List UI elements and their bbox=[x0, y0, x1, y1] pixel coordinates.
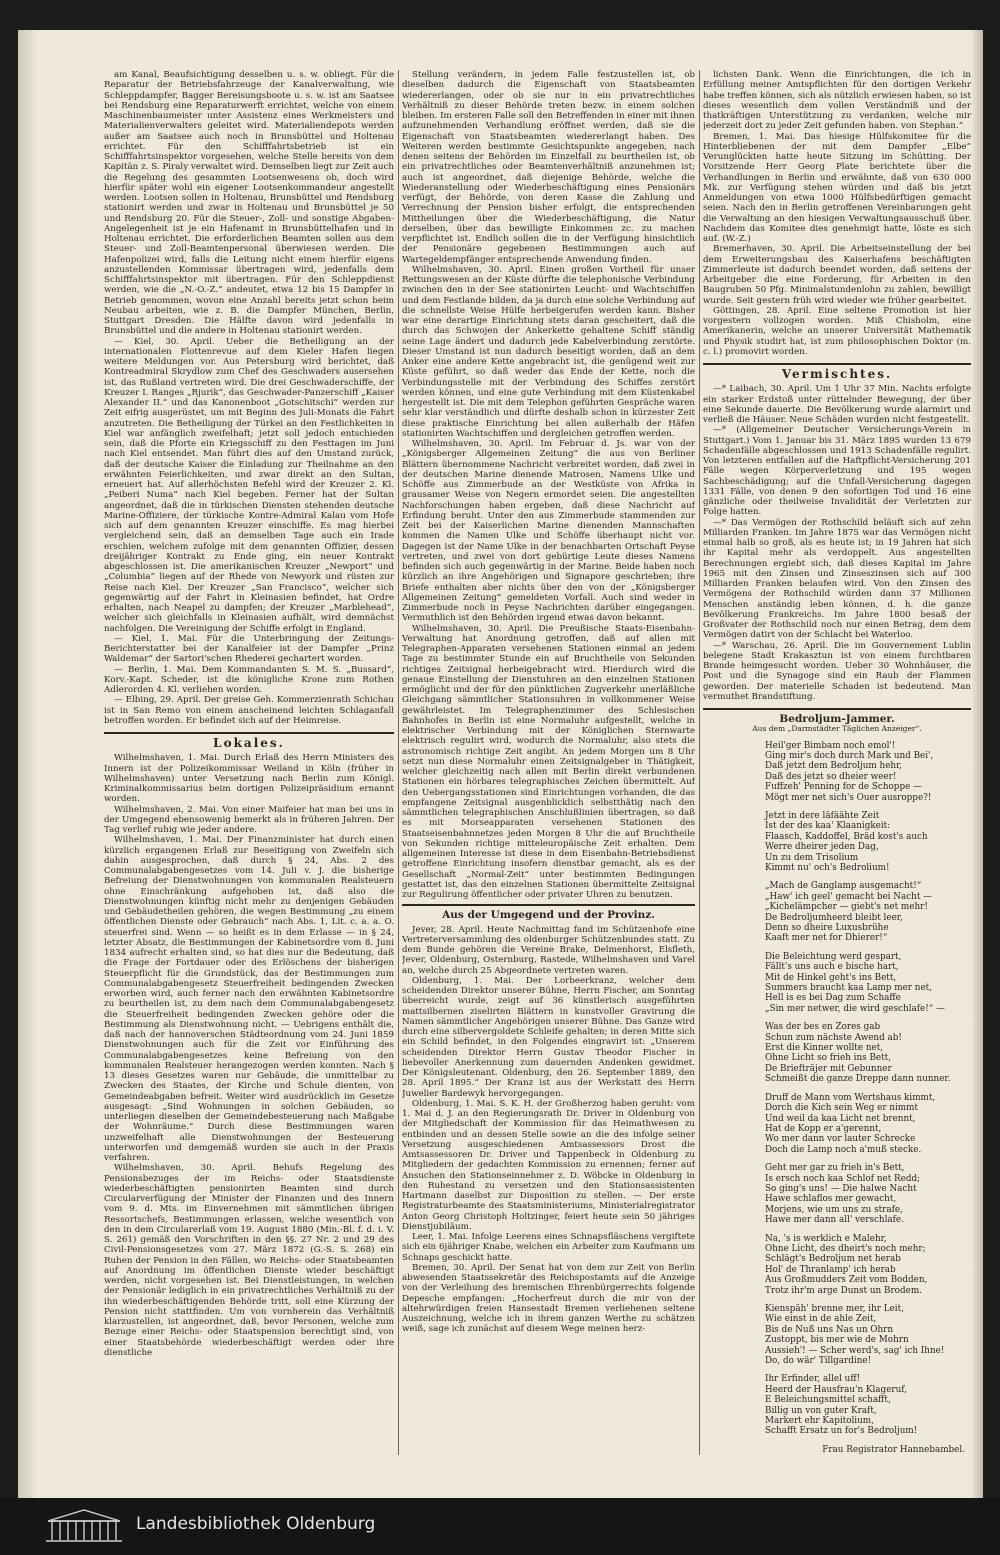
column-3 bbox=[703, 70, 971, 1460]
article-kiel-1: — Kiel, 30. April. Ueber die Betheiligung an der internationalen Flottenrevue auf dem Kieler Hafen liegen weitere Meldungen vor. Aus Petersburg wird berichtet, daß Kontreadmiral Skrydlow zum Chef des Geschwaders ausersehen ist, das Rußland vertreten wird. Die drei Geschwaderschiffe, der Kreuzer I. Ranges „Rjurik“, das Geschwader-Panzerschiff „Kaiser Alexander II.“ und das Kanonenboot „Gotschitschi“ werden zur Zeit eifrig ausgerüstet, um mit Beginn des Juli-Monats die Fahrt anzutreten. Die Betheiligung der Türkei an den Festlichkeiten in Kiel war anfänglich zweifelhaft; jetzt soll jedoch entschieden sein, daß die Pforte ein Kriegsschiff zu den Festtagen im Juni nach Kiel entsendet. Man führt dies auf den Umstand zurück, daß der deutsche Kaiser die Einladung zur Theilnahme an den erwähnten Feierlichkeiten, und zwar direkt an den Sultan, erneuert hat. Auf allerhöchsten Befehl wird der Kreuzer 2. Kl. „Peiberi Numa“ nach Kiel begeben. Ferner hat der Sultan angeordnet, daß die in türkischen Diensten stehenden deutsche Marine-Offiziere, der türkische Kontre-Admiral Kalau vom Hofe sich auf dem genannten Kreuzer einschiffe. Es mag hierbei vergleichend sein, daß an demselben Tage auch ein Irade erschien, welchem zufolge mit dem genannten Offizier, dessen dreijähriger Kontrakt zu Ende ging, ein neuer Kontrakt abgeschlossen ist. Die amerikanischen Kreuzer „Newport“ und „Columbia“ liegen auf der Rhede von Newyork und rüsten zur Reise nach Kiel. Der Kreuzer „San Francisco“, welcher sich gegenwärtig auf der Fahrt in Kleinasien befindet, hat Ordre erhalten, nach Neapel zu dampfen; der Kreuzer „Marblehead“, welcher sich gleichfalls in Kleinasien aufhält, wird demnächst nachfolgen. Die Vereinigung der Schiffe erfolgt in England. bbox=[104, 336, 394, 634]
article-bremerhaven: Bremerhaven, 30. April. Die Arbeitseinstellung der bei dem Erweiterungsbau des Kaiserhafens beschäftigten Zimmerleute ist dadurch beendet worden, daß seitens der Arbeitgeber die eine Forderung, für Arbeiten in den Baugruben 50 Pfg. Minimalstundenlohn zu zahlen, bewilligt wurde. Seit gestern früh wird wieder wie früher gearbeitet. bbox=[703, 244, 971, 306]
section-heading-lokales: Lokales. bbox=[104, 732, 394, 748]
poem-stanza: Druff de Mann vom Wertshaus kimmt, Dorch die Kich sein Weg er nimmt Und weil da kaa Licht net brennt, Hat de Kopp er a'gerennt, Wo mer dann vor lauter Schrecke Doch die Lamp noch a'muß stecke. bbox=[765, 1092, 936, 1155]
article-elbing: — Elbing, 29. April. Der greise Geh. Kommerzienrath Schichau ist in San Remo von einem anscheinend leichten Schlaganfall betroffen worden. Er befindet sich auf der Heimreise. bbox=[104, 695, 394, 726]
page-spine-shadow bbox=[18, 30, 38, 1498]
article-pension-cont: Stellung verändern, in jedem Falle festzustellen ist, ob dieselben dadurch die Eigenschaft von Staatsbeamten wiedererlangen, oder ob sie nur in ein privatrechtliches Verhältniß zu dieser Behörde treten bezw. in einem solchen bleiben. Im ersteren Falle soll den Betreffenden in einer mit ihnen aufzunehmenden Verhandlung eröffnet werden, daß sie die Eigenschaft von Staatsbeamten wiedererlangt haben. Des Weiteren werden bestimmte Gesichtspunkte angegeben, nach denen seitens der Behörden im Einzelfall zu beurtheilen ist, ob ein privatrechtliches oder Beamtenverhältniß anzunehmen ist; auch ist angeordnet, daß diejenige Behörde, welche die Wiederanstellung oder Wiederbeschäftigung eines Pensionärs verfügt, der Behörde, von deren Kasse die Zahlung und Verrechnung der Pension bisher erfolgt, die entsprechenden Mittheilungen über die Wiederbeschäftigung, die Natur derselben, über das bewilligte Einkommen zc. zu machen verpflichtet ist. Endlich sollen die in der Verfügung hinsichtlich der Pensionäre gegebenen Bestimmungen auch auf Wartegeldempfänger entsprechende Anwendung finden. bbox=[402, 70, 695, 265]
poem-stanza: Kienspäh' brenne mer, ihr Leit, Wie einst in de ahle Zeit, Bis de Nuß uns Nas un Ohrn Zustoppt, bis mer wie de Mohrn Aussieh'! — Scher werd's, sag' ich Ihne! Do, do wär' Tillgardine! bbox=[765, 1304, 945, 1367]
article-warschau: —* Warschau, 26. April. Die im Gouvernement Lublin belegene Stadt Krakasztun ist von einem furchtbaren Brande heimgesucht worden. Ueber 30 Wohnhäuser, die Post und die Synagoge sind ein Raub der Flammen geworden. Der materielle Schaden ist bedeutend. Man vermuthet Brandstiftung. bbox=[703, 640, 971, 702]
library-footer-bar bbox=[0, 1498, 1000, 1555]
article-jever: Jever, 28. April. Heute Nachmittag fand im Schützenhofe eine Vertreterversammlung des oldenburger Schützenbundes statt. Zu dem Bunde gehören die Vereine Brake, Delmenhorst, Elsfleth, Jever, Oldenburg, Osternburg, Rastede, Wilhelmshaven und Varel an, welche durch 25 Abgeordnete vertreten waren. bbox=[402, 924, 695, 976]
poem-author: Frau Registrator Hannebambel. bbox=[822, 1444, 965, 1455]
article-telephon: Wilhelmshaven, 30. April. Einen großen Vortheil für unser Rettungswesen an der Küste dürfte die telephonische Verbindung zwischen den in der See stationirten Leucht- und Wachtschiffen und dem Festlande bilden, da ja durch eine solche Verbindung auf die schnellste Weise Hülfe herbeigerufen werden kann. Bisher war eine derartige Einrichtung stets daran gescheitert, daß die durch das Schwojen der Ankerkette gehaltene Schiff ständig seine Lage ändert und dadurch jede Kabelverbindung zerstörte. Dieser Umstand ist nun dadurch beseitigt worden, daß an dem Anker eine andere Kette angebracht ist, die genügend weit zur Küste geführt, so daß weder das Ende der Kette, noch die Verbindungsstelle mit der Verbindung des Schiffes zerstört werden können, und eine gute Verbindung mit dem Küstenkabel hergestellt ist. Die mit dem Telephon geführten Gespräche waren sehr klar verständlich und dürfte deshalb schon in kürzester Zeit diese praktische Einrichtung bei allen außerhalb der Häfen stationirten Wachtschiffen und dergleichen getroffen werden. bbox=[402, 264, 695, 439]
poem-stanzas bbox=[703, 741, 971, 1437]
library-building-icon bbox=[44, 1507, 124, 1545]
poem-stanza: Heil'ger Bimbam noch emol'! Ging mir's doch durch Mark und Bei', Daß jetzt dem Bedroljum hehr, Daß des jetzt so dheier weer! Fuffzeh' Penning for de Schoppe — Mögt mer net sich's Ouer ausroppe?! bbox=[765, 740, 934, 803]
section-heading-vermischtes: Vermischtes. bbox=[703, 363, 971, 379]
article-leer: Leer, 1. Mai. Infolge Leerens eines Schnapsfläschens vergiftete sich ein 6jähriger Knabe, welchen ein Arbeiter zum Kaufmann um Schnaps geschickt hatte. bbox=[402, 1232, 695, 1263]
article-zeitsignal: Wilhelmshaven, 30. April. Die Preußische Staats-Eisenbahn-Verwaltung hat Anordnung getroffen, daß auf allen mit Telegraphen-Apparaten versehenen Stationen einmal an jedem Tage zu bestimmter Stunde ein auf Bruchtheile von Sekunden richtiges Zeitsignal herbeigebracht wird. Hierdurch wird die genaue Einstellung der Dienstuhren an den einzelnen Stationen ermöglicht und der für den pünktlichen Zugverkehr unerläßliche Gleichgang sämmtlicher Stationsuhren in vollkommener Weise gewährleistet. Im Telegraphenzimmer des Schlesischen Bahnhofes in Berlin ist eine Normaluhr aufgestellt, welche in elektrischer Verbindung mit der Königlichen Sternwarte elektrisch regulirt wird, wodurch die Normaluhr, also stets die astronomisch richtige Zeit angibt. An jedem Morgen um 8 Uhr setzt nun diese Normaluhr einen Zeitsignalgeber in Thätigkeit, welcher gleichzeitig nach allen mit Berlin direkt verbundenen Stationen ein hörbares telegraphisches Zeichen übermittelt. Auf den Uebergangsstationen sind Einrichtungen vorhanden, die das empfangene Zeitsignal ausgenblicklich selbstthätig nach den sämmtlichen telegraphischen Anschlußlinien übertragen, so daß es mit Morseapparaten versehenen Stationen des Staatseisenbahnnetzes jeden Morgen 8 Uhr die auf Bruchtheile von Sekunden richtige mitteleuropäische Zeit erhalten. Dem allgemeinen Interesse ist diese in dem Eisenbahn-Betriebsdienst getroffene Einrichtung insofern dienstbar gemacht, als es der Gesellschaft „Normal-Zeit“ unter bestimmten Bedingungen gestattet ist, das den einzelnen Stationen übermittelte Zeitsignal zur Regulirung öffentlicher oder privater Uhren zu benutzen. bbox=[402, 623, 695, 900]
column-1 bbox=[104, 70, 394, 1460]
article-bremen-cont: lichsten Dank. Wenn die Einrichtungen, die ich in Erfüllung meiner Amtspflichten für den dortigen Verkehr habe treffen können, sich als nützlich erwiesen haben, so ist dieses wesentlich dem vollen Verständniß und der thatkräftigen Unterstützung zu verdanken, welche mir jederzeit dort zu jeder Zeit gefunden haben. von Stephan.“ bbox=[703, 70, 971, 132]
article-goettingen: Göttingen, 28. April. Eine seltene Promotion ist hier vorgestern vollzogen worden. Miß Chisholm, eine Amerikanerin, welche an unserer Universität Mathematik und Physik studirt hat, ist zum philosophischen Doktor (m. c. l.) promovirt worden. bbox=[703, 305, 971, 357]
library-name: Landesbibliothek Oldenburg bbox=[136, 1514, 376, 1534]
newspaper-page bbox=[18, 30, 983, 1498]
article-bremen-2: Bremen, 1. Mai. Das hiesige Hülfskomitee für die Hinterbliebenen der mit dem Dampfer „Elbe“ Verunglückten hatte heute Sitzung im Schütting. Der Vorsitzende Herr Georg Plate berichtete über die Verhandlungen in Berlin und erwähnte, daß von 630 000 Mk. zur Verfügung stehen würden und daß bis jetzt Anmeldungen von etwa 1000 Hülfsbedürftigen gemacht seien. Nach den in Berlin getroffenen Vereinbarungen geht die Verwaltung an den hiesigen Verwaltungsausschuß über. Nachdem das Komitee dies genehmigt hatte, löste es sich auf. (W.-Z.) bbox=[703, 131, 971, 244]
poem-stanza: Ihr Erfinder, allel uff! Heerd der Hausfrau'n Klageruf, E Beleichungsmittel schafft, Billig un von guter Kraft, Markert ehr Kapitolium, Schafft Ersatz un for's Bedroljum! bbox=[765, 1374, 918, 1437]
article-matrosen: Wilhelmshaven, 30. April. Im Februar d. Js. war von der „Königsberger Allgemeinen Zeitung“ die aus von Berliner Blättern übernommene Nachricht verbreitet worden, daß zwei in der deutschen Marine dienende Matrosen, Namens Ulke und Schöffe aus Zimmerbude an der Westküste von Afrika in grausamer Weise von Negern ermordet seien. Die angestellten Nachforschungen haben ergeben, daß diese Nachricht auf Erfindung beruht. Unter den aus Zimmerbude stammenden zur Zeit bei der Kaiserlichen Marine dienenden Mannschaften kommen die Namen Ulke und Schöffe überhaupt nicht vor. Dagegen ist der Name Ulke in der benachbarten Ortschaft Peyse vertreten, und zwei von dort gebürtige Leute dieses Namens befinden sich auch gegenwärtig in der Marine. Beide haben noch kürzlich an ihre Angehörigen und Signapore geschrieben; ihre Briefe enthalten aber nichts über den von der „Königsberger Allgemeinen Zeitung“ gemeldeten Vorfall. Auch sind weder in Zimmerbude noch in Peyse Nachrichten darüber eingegangen. Vermuthlich ist den Behörden irgend etwas davon bekannt. bbox=[402, 439, 695, 624]
article-lokal-3: Wilhelmshaven, 1. Mai. Der Finanzminister hat durch einen kürzlich ergangenen Erlaß zur Beseitigung von Zweifeln sich dahin ausgesprochen, daß durch § 24, Abs. 2 des Communalabgabengesetzes vom 14. Juli v. J. die bisherige Befreiung der Dienstwohnungen von kommunalen Realsteuern ohne Einschränkung aufgehoben ist, daß also die Dienstwohnungen künftig nicht mehr zu denjenigen Gebäuden und Gebäudetheilen gehören, die wegen Bestimmung „zu einem öffentlichen Dienste oder Gebrauch“ nach Abs. 1, Lit. c. a. a. O. steuerfrei sind. Wenn — so heißt es in dem Erlasse — in § 24, letzter Absatz, die Bestimmungen der Kabinetsordre vom 8. Juni 1834 aufrecht erhalten sind, so hat dies nur die Bedeutung, daß die Frage der Fortdauer oder des Erlöschens der bisherigen Steuerpflicht für die Grundstück, das der Bestimmungen zum Communalabgabengesetz Steuerfreiheit bedingenden Zwecken erworben wird, auch ferner nach den erwähnten Kabinetsordre zu beurtheilen ist, zu dem nach dem Communalabgabengesetz die Steuerfreiheit bedingenden Zwecken gehöre oder die Bestimmung als Dienstwohnung nicht. — Uebrigens enthält die, daß nach der hannoverschen Städteordnung vom 24. Juni 1859 Dienstwohnungen auch für die Zeit vor Einführung des Communalabgabengesetzes keine Befreiung von den kommunalen Realsteuer herangezogen werden konnten. Nach § 13 dieses Gesetzes waren nur Gebäude, die unmittelbar zu Zwecken des Staates, der Kirche und Schule dienten, von Gemeindeabgaben befreit. Weiter wird ausdrücklich im Gesetze ausgesagt: „Sind Wohnungen in solchen Gebäuden, so unterliegen dieselben der Gemeindebesteuerung nach Maßgabe der Wohnräume.“ Durch diese Bestimmungen waren unzweifelhaft alle Dienstwohnungen der Besteuerung unterworfen und demgemäß wurden sie auch in der Praxis verfahren. bbox=[104, 835, 394, 1163]
article-berlin: — Berlin, 1. Mai. Dem Kommandanten S. M. S. „Bussard“, Korv.-Kapt. Scheder, ist die königliche Krone zum Rothen Adlerorden 4. Kl. verliehen worden. bbox=[104, 664, 394, 695]
section-heading-umgegend: Aus der Umgegend und der Provinz. bbox=[402, 904, 695, 920]
article-kiel-2: — Kiel, 1. Mai. Für die Unterbringung der Zeitungs-Berichterstatter bei der Kanalfeier ist der Dampfer „Prinz Waldemar“ der Sartori'schen Rhederei gechartert worden. bbox=[104, 633, 394, 665]
column-2 bbox=[402, 70, 695, 1460]
poem-stanza: Geht mer gar zu frieh in's Bett, Is ersch noch kaa Schlof net Redd; So ging's uns! — Die halwe Nacht Hawe schlaflos mer gewacht, Morjens, wie um uns zu strafe, Hawe mer dann all' verschlafe. bbox=[765, 1163, 921, 1226]
article-laibach: —* Laibach, 30. April. Um 1 Uhr 37 Min. Nachts erfolgte ein starker Erdstoß unter rüttelnder Bewegung, der über eine Sekunde dauerte. Die Bevölkerung wurde alarmirt und verließ die Häuser. Neue Schäden wurden nicht festgestellt. bbox=[703, 384, 971, 425]
article-kanal: am Kanal, Beaufsichtigung desselben u. s. w. obliegt. Für die Reparatur der Betriebsfahrzeuge der Kanalverwaltung, wie Schleppdampfer, Bagger Bereisungsboote u. s. w. ist am Saatsee bei Rendsburg eine Reparaturwerft errichtet, welche von einem Maschinenbaumeister unter Assistenz eines Werkmeisters und Materialienverwalters geleitet wird. Materialiendepots werden außer am Saatsee auch noch in Brunsbüttel und Holtenau errichtet. Für den Schifffahrtsbetrieb ist ein Schifffahrtsinspektor vorgesehen, welche Stelle bereits von dem Kapitän z. S. Piraly verwaltet wird. Demselben liegt zur Zeit auch die Regelung des gesammten Lootsenwesens ob, doch wird hierfür später wohl ein eigener Lootsenkommandeur angestellt werden. Lootsen sollen in Holtenau, Brunsbüttel und Rendsburg stationirt werden und zwar in Holtenau und Brunsbüttel je 50 und Rendsburg 20. Für die Steuer-, Zoll- und sonstige Abgaben-Angelegenheit ist je ein Hafenamt in Brunsbüttelhafen und in Holtenau errichtet. Die erforderlichen Beamten sollen aus dem Steuer- und Zoll-Beamtenpersonal überwiesen werden. Die Hafenpolizei wird, falls die Leitung nicht einem hierfür eigens anzustellenden Kommissar übertragen wird, jedenfalls dem Schifffahrtsinspektor mit übertragen. Für den Schleppdienst werden, wie die „N.-O.-Z.“ andeutet, etwa 12 bis 15 Dampfer in Betrieb genommen, wovon eine Anzahl bereits jetzt schon beim Neubau arbeiten, wie z. B. die Dampfer München, Berlin, Stuttgart Dresden. Die Hälfte davon wird jedenfalls in Brunsbüttel und die andere in Holtenau stationirt werden. bbox=[104, 70, 394, 337]
article-bremen-1: Bremen, 30. April. Der Senat hat von dem zur Zeit von Berlin abwesenden Staatssekretär des Reichspostamts auf die Anzeige von der Verleihung des bremischen Ehrenbürgerrechts folgende Depesche empfangen: „Hocherfreut durch die mir von der altehrwürdigen freien Hansestadt Bremen verliehenen seltene Auszeichnung, welche ich in ihrem ganzen Werthe zu schätzen weiß, sage ich zunächst auf diesem Wege meinen herz- bbox=[402, 1262, 695, 1335]
page-edge-shadow bbox=[971, 30, 983, 1498]
article-rothschild: —* Das Vermögen der Rothschild beläuft sich auf zehn Milliarden Franken. Im Jahre 1875 war das Vermögen nicht einmal halb so groß, als es heute ist; in 19 Jahren hat sich ihr Kapital mehr als verdoppelt. Aus angestellten Berechnungen ergiebt sich, daß dieses Kapital im Jahre 1965 mit den Zinsen und Zinseszinsen sich auf 300 Milliarden Franken belaufen wird. Von den Zinsen des Vermögens der Rothschild würden dann 37 Millionen Menschen anständig leben können, d. h. die ganze Bevölkerung Frankreichs. Im Jahre 1800 besaß der Großvater der Rothschild noch nur einen Betrag, dem dem Vermögen datirt von der Schlacht bei Waterloo. bbox=[703, 517, 971, 641]
article-oldenburg-1: Oldenburg, 1. Mai. Der Lorbeerkranz, welcher dem scheidenden Direktor unserer Bühne, Herrn Fischer, am Sonntag überreicht wurde, zeigt auf 36 künstlerisch ausgeführten mattsilbernen ziselirten Blättern in kunstvoller Gravirung die Namen sämmtlicher Angehörigen unserer Bühne. Das Ganze wird durch eine silbervergoldete Schleife gehalten; in deren Mitte sich ein Schild befindet, in den Folgendes eingravirt ist: „Unserem scheidenden Direktor Herrn Gustav Theodor Fischer in liebevoller Anerkennung zum dauernden Andenken gewidmet. Der Königsleutenant. Oldenburg, den 26. September 1889, den 28. April 1895.“ Der Kranz ist aus der Werkstatt des Herrn Juwelier Bardewyk hervorgegangen. bbox=[402, 975, 695, 1099]
poem-stanza: Na, 's is werklich e Malehr, Ohne Licht, des dheirt's noch mehr; Schlägt's Bedroljum net herab Hol' de Thranlamp' ich herab Aus Großmudders Zeit vom Bodden, Trotz ihr'm arge Dunst un Brodem. bbox=[765, 1233, 928, 1296]
column-divider bbox=[398, 70, 399, 1455]
poem-stanza: „Mach de Ganglamp ausgemacht!“ „Haw' ich geel' gemacht bei Nacht — „Kichelämpcher — giebt's net mehr! De Bedroljumheerd bleibt leer, Denn so dheire Luxusbrühe Kaaft mer net for Dhierer!“ bbox=[765, 881, 932, 944]
article-lokal-2: Wilhelmshaven, 2. Mai. Von einer Maifeier hat man bei uns in der Umgegend ebensowenig bemerkt als in früheren Jahren. Der Tag verlief ruhig wie jeder andere. bbox=[104, 804, 394, 835]
article-lokal-4: Wilhelmshaven, 30. April. Behufs Regelung des Pensionsbezuges der im Reichs- oder Staatsdienste wiederbeschäftigten pensionirten Beamten sind durch Circularverfügung der Minister der Finanzen und des Innern vom 9. d. Mts. im Einvernehmen mit sämmtlichen übrigen Ressortschefs, Bestimmungen erlassen, welche wesentlich von den in dem Circularerlaß vom 19. August 1880 (Min.-Bl. f. d. i. V. S. 261) gemäß den Vorschriften in den §§. 27 Nr. 2 und 29 des Civil-Pensionsgesetzes vom 27. März 1872 (G.-S. S. 268) ein Ruhen der Pension in den Fällen, wo Reichs- oder Staatsbeamten auf Anordnung im öffentlichen Dienste wieder beschäftigt werden, nicht vorgesehen ist. Bei Dienstleistungen, in welchen der Pensionär lediglich in ein privatrechtliches Verhältniß zu der ihn wiederbeschäftigenden Behörde tritt, soll eine Kürzung der Pension nicht stattfinden. Um von vornherein das Verhältniß klarzustellen, ist angeordnet, daß, bevor Personen, welche zum Bezuge einer Reichs- oder Staatspension berechtigt sind, von einer Staatsbehörde wiederbeschäftigt werden oder ihre dienstliche bbox=[104, 1163, 394, 1358]
article-oldenburg-2: Oldenburg, 1. Mai. S. K. H. der Großherzog haben geruht: vom 1. Mai d. J. an den Regierungsrath Dr. Driver in Oldenburg von der Mitgliedschaft der Kommission für das Heimathwesen zu entbinden und an dessen Stelle sowie an die des infolge seiner Versetzung ausgeschiedenen Amtsassessors Drost die Amtsassessoren Dr. Driver und Tappenbeck in Oldenburg zu Mitgliedern der gedachten Kommission zu ernennen; ferner auf Ansuchen den Stationseinnehmer z. D. Wöbcke in Oldenburg in den Ruhestand zu versetzen und den Stationsassistenten Hartmann daselbst zur Disposition zu stellen. — Der erste Registraturbeamte des Staatsministeriums, Ministerialregistrator Anton Georg Christoph Holtzinger, feiert heute sein 50 jähriges Dienstjubiläum. bbox=[402, 1098, 695, 1232]
article-versicherung: —* (Allgemeiner Deutscher Versicherungs-Verein in Stuttgart.) Vom 1. Januar bis 31. März 1895 wurden 13 679 Schadenfälle abgeschlossen und 1913 Schadenfälle regulirt. Von letzteren entfallen auf die Haftpflicht-Versicherung 201 Fälle wegen Körperverletzung und 195 wegen Sachbeschädigung; auf die Unfall-Versicherung dagegen 1331 Fälle, von denen 9 den sofortigen Tod und 16 eine gänzliche oder theilweise Invalidität der Verletzten zur Folge hatten. bbox=[703, 425, 971, 518]
article-lokal-1: Wilhelmshaven, 1. Mai. Durch Erlaß des Herrn Ministers des Innern ist der Polizeikommissar Weiland in Köln (früher in Wilhelmshaven) unter Versetzung nach Berlin zum Königl. Kriminalkommissarius beim dortigen Polizeipräsidium ernannt worden. bbox=[104, 753, 394, 805]
column-divider bbox=[699, 70, 700, 1455]
poem-source: Aus dem „Darmstädter Täglichen Anzeiger“. bbox=[752, 724, 922, 734]
poem-stanza: Was der bes en Zores gab Schun zum nächste Awend ab! Erst die Kinner wollte net, Ohne Licht so frieh ins Bett, De Briefträjer mit Gebunner Schmeißt die ganze Dreppe dann nunner. bbox=[765, 1022, 951, 1085]
poem-stanza: Jetzt in dere läfäähte Zeit Ist der des kaa' Klaanigkeit: Flaasch, Kaddoffel, Bräd kost's auch Werre dheirer jeden Dag, Un zu dem Trisolium Kimmt nu' och's Bedrolium! bbox=[765, 810, 928, 873]
poem-stanza: Die Beleichtung werd gespart, Fällt's uns auch e bische hart, Mit de Hinkel geht's ins Bett, Summers braucht kaa Lamp mer net, Hell is es bei Dag zum Schaffe „Sin mer netwer, die wird geschlafe!“ — bbox=[765, 951, 945, 1014]
poem-title: Bedroljum-Jammer. bbox=[703, 708, 971, 724]
